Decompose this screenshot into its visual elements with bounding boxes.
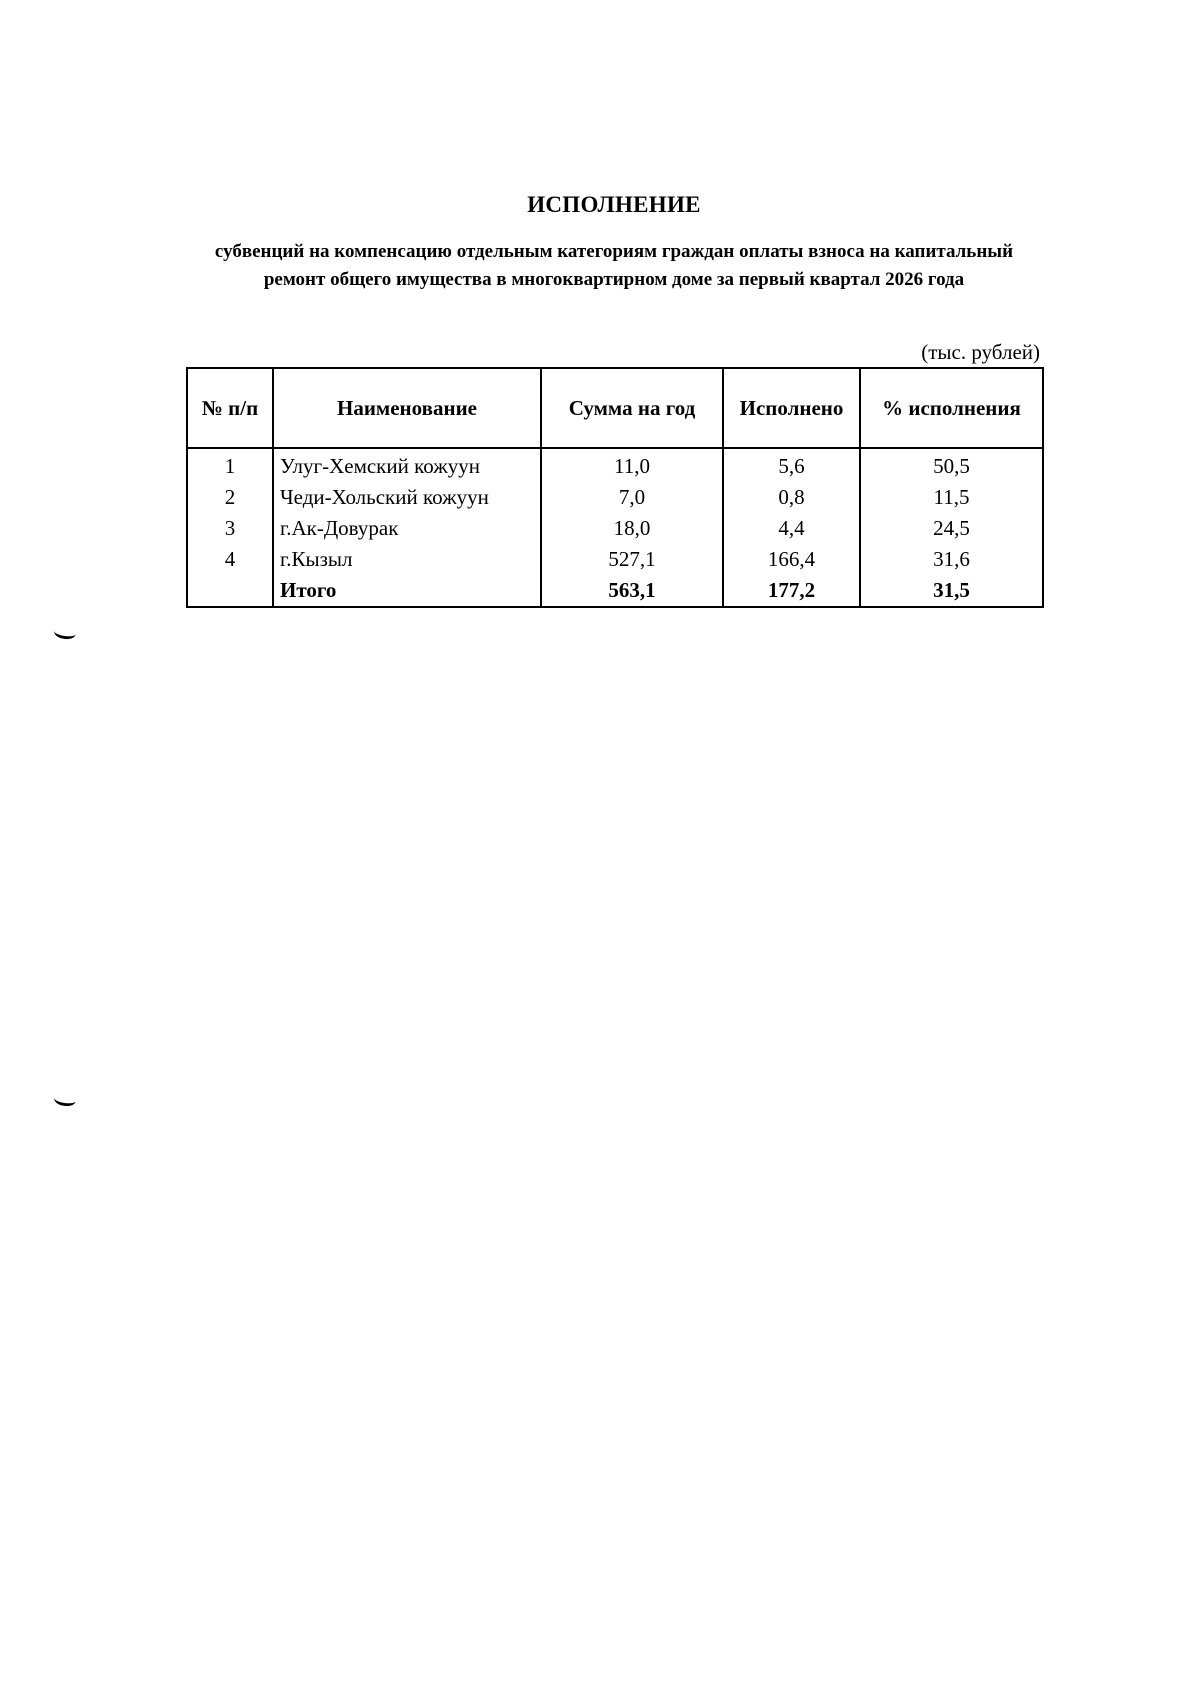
document-subtitle: субвенций на компенсацию отдельным категориям граждан оплаты взноса на капитальный ремонт общего имущества в многоквартирном доме за первый квартал 2026 года — [214, 241, 1014, 290]
row-name: г.Ак-Довурак — [273, 513, 541, 544]
table-header-row — [187, 368, 1043, 448]
row-executed: 5,6 — [723, 448, 860, 482]
row-percent: 11,5 — [860, 482, 1043, 513]
row-name: Чеди-Хольский кожуун — [273, 482, 541, 513]
row-percent: 24,5 — [860, 513, 1043, 544]
row-percent: 31,6 — [860, 544, 1043, 575]
table-total-row — [187, 575, 1043, 607]
row-percent: 50,5 — [860, 448, 1043, 482]
units-label: (тыс. рублей) — [921, 340, 1040, 364]
header-num: № п/п — [187, 368, 273, 448]
total-executed: 177,2 — [723, 575, 860, 607]
row-name: Улуг-Хемский кожуун — [273, 448, 541, 482]
total-num — [187, 575, 273, 607]
row-annual: 18,0 — [541, 513, 723, 544]
scan-mark — [53, 625, 77, 641]
row-annual: 527,1 — [541, 544, 723, 575]
row-name: г.Кызыл — [273, 544, 541, 575]
execution-table — [186, 367, 1044, 608]
total-annual: 563,1 — [541, 575, 723, 607]
table-row — [187, 482, 1043, 513]
table-row — [187, 513, 1043, 544]
row-executed: 166,4 — [723, 544, 860, 575]
document-title: ИСПОЛНЕНИЕ — [527, 192, 701, 217]
total-name: Итого — [273, 575, 541, 607]
scan-mark — [53, 1092, 77, 1108]
row-num: 3 — [187, 513, 273, 544]
table-row — [187, 544, 1043, 575]
row-num: 2 — [187, 482, 273, 513]
row-num: 4 — [187, 544, 273, 575]
header-percent: % исполнения — [860, 368, 1043, 448]
header-annual: Сумма на год — [541, 368, 723, 448]
header-name: Наименование — [273, 368, 541, 448]
header-executed: Исполнено — [723, 368, 860, 448]
table-row — [187, 448, 1043, 482]
row-annual: 7,0 — [541, 482, 723, 513]
row-annual: 11,0 — [541, 448, 723, 482]
row-executed: 4,4 — [723, 513, 860, 544]
total-percent: 31,5 — [860, 575, 1043, 607]
row-num: 1 — [187, 448, 273, 482]
row-executed: 0,8 — [723, 482, 860, 513]
